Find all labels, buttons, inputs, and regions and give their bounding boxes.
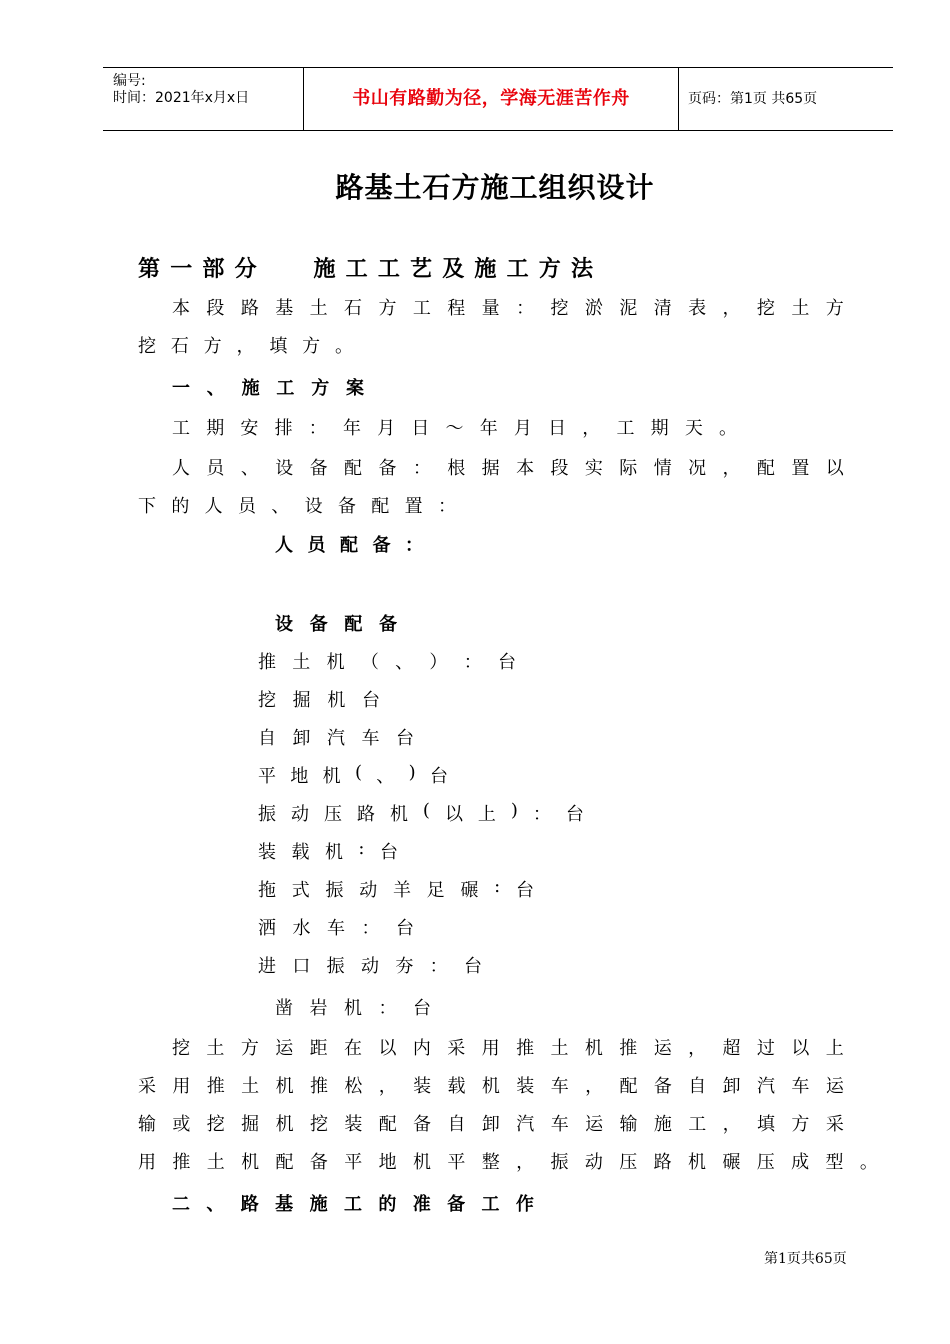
page-info: 页码：第1页 共65页 [688, 91, 818, 107]
header-table [103, 67, 893, 131]
header-meta-cell [103, 68, 303, 130]
intro-line1: 本 段 路 基 土 石 方 工 程 量 ： 挖 淤 泥 清 表 ， 挖 土 方 [172, 298, 844, 319]
subsection1-heading: 一 、 施 工 方 案 [172, 378, 364, 399]
intro-line2: 挖 石 方 ， 填 方 。 [138, 336, 353, 357]
staffing-line1: 人 员 、 设 备 配 备 ： 根 据 本 段 实 际 情 况 ， 配 置 以 [172, 458, 844, 479]
section1-heading: 第 一 部 分 施 工 工 艺 及 施 工 方 法 [138, 257, 593, 282]
equipment-item-excavator: 挖 掘 机 台 [258, 690, 380, 711]
subsection2-heading: 二 、 路 基 施 工 的 准 备 工 作 [172, 1194, 534, 1215]
equipment-item-compactor: 进 口 振 动 夯 ： 台 [258, 956, 482, 977]
date-label: 时间：2021年x月x日 [113, 90, 250, 106]
schedule-line: 工 期 安 排 ： 年 月 日 ～ 年 月 日 ， 工 期 天 。 [172, 418, 737, 439]
equipment-item-dump-truck: 自 卸 汽 车 台 [258, 728, 414, 749]
number-label: 编号: [113, 73, 146, 89]
staffing-line2: 下 的 人 员 、 设 备 配 置 ： [138, 496, 456, 517]
equipment-heading: 设 备 配 备 [275, 614, 397, 635]
method-line4: 用 推 土 机 配 备 平 地 机 平 整 ， 振 动 压 路 机 碾 压 成 型 。 [138, 1152, 878, 1173]
motto: 书山有路勤为径，学海无涯苦作舟 [303, 68, 679, 130]
page-footer: 第1页共65页 [764, 1251, 847, 1267]
personnel-heading: 人 员 配 备 ： [275, 535, 423, 556]
equipment-item-bulldozer: 推 土 机 （ 、 ） ： 台 [258, 652, 516, 673]
equipment-item-loader: 装 载 机 : 台 [258, 838, 398, 863]
equipment-item-rock-drill: 凿 岩 机 ： 台 [275, 998, 431, 1019]
equipment-item-sheepsfoot-roller: 拖 式 振 动 羊 足 碾 : 台 [258, 876, 534, 901]
method-line2: 采 用 推 土 机 推 松 ， 装 载 机 装 车 ， 配 备 自 卸 汽 车 运 [138, 1076, 844, 1097]
method-line3: 输 或 挖 掘 机 挖 装 配 备 自 卸 汽 车 运 输 施 工 ， 填 方 采 [138, 1114, 844, 1135]
method-line1: 挖 土 方 运 距 在 以 内 采 用 推 土 机 推 运 ， 超 过 以 上 [172, 1038, 844, 1059]
equipment-item-water-truck: 洒 水 车 ： 台 [258, 918, 414, 939]
equipment-item-grader: 平 地 机 ( 、 ) 台 [258, 762, 448, 787]
document-title: 路基土石方施工组织设计 [335, 171, 655, 204]
equipment-item-vibratory-roller: 振 动 压 路 机 ( 以 上 ) ： 台 [258, 800, 584, 825]
